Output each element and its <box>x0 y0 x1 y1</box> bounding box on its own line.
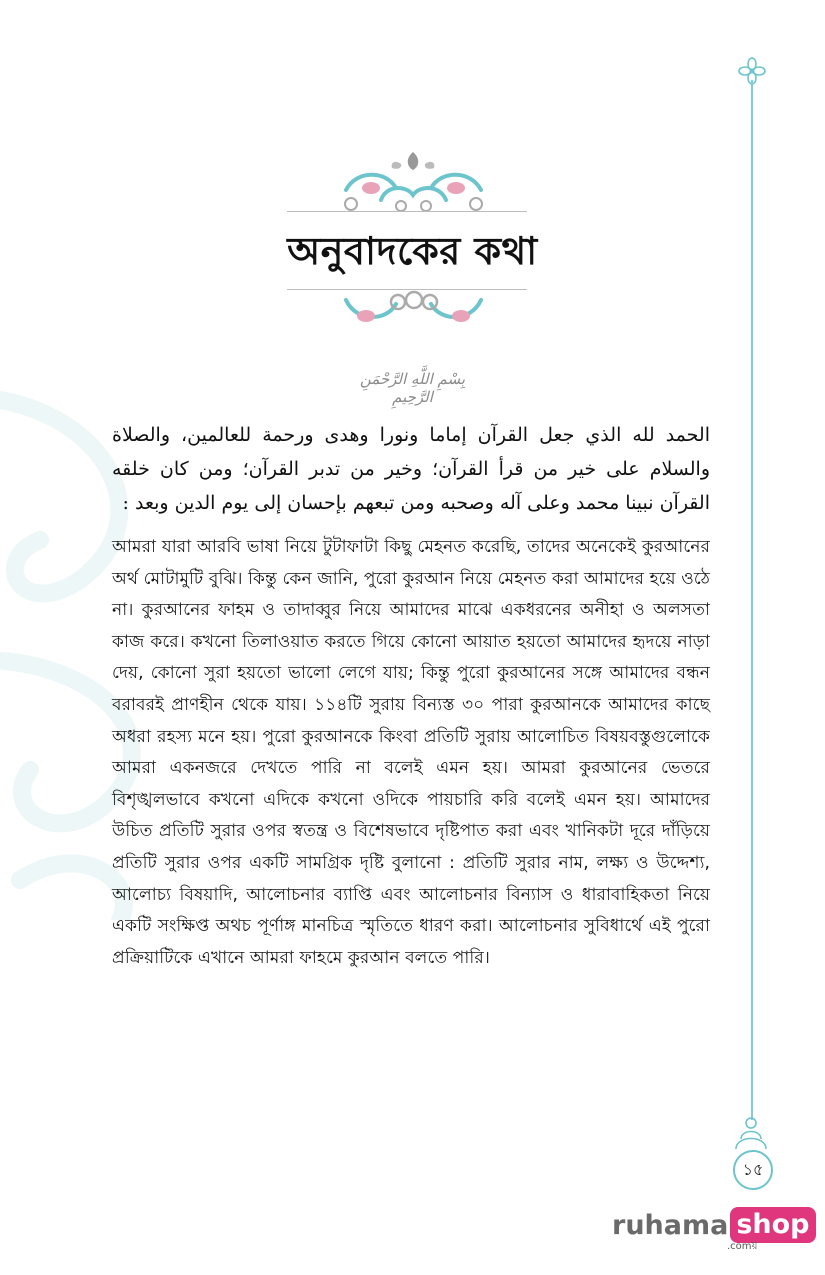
page-number: ১৫ <box>733 1150 773 1190</box>
title-rule-top <box>287 211 527 212</box>
basmala-calligraphy: بِسْمِ اللَّهِ الرَّحْمَنِ الرَّحِيمِ <box>359 370 466 406</box>
watermark-text-shop: shop <box>730 1207 815 1243</box>
watermark-text-domain: .comয় <box>727 1241 758 1252</box>
body-paragraph: আমরা যারা আরবি ভাষা নিয়ে টুটাফাটা কিছু মেহনত করেছি, তাদের অনেকেই কুরআনের অর্থ মোটামুটি বুঝি। কিন্তু কেন জানি, পুরো কুরআন নিয়ে মেহনত করা আমাদের হয়ে ওঠে না। কুরআনের ফাহম ও তাদাব্বুর নিয়ে আমাদের মাঝে একধরনের অনীহা ও অলসতা কাজ করে। কখনো তিলাওয়াত করতে গিয়ে কোনো আয়াত হয়তো আমাদের হৃদয়ে নাড়া দেয়, কোনো সুরা হয়তো ভালো লেগে যায়; কিন্তু পুরো কুরআনের সঙ্গে আমাদের বন্ধন বরাবরই প্রাণহীন থেকে যায়। ১১৪টি সুরায় বিন্যস্ত ৩০ পারা কুরআনকে আমাদের কাছে অধরা রহস্য মনে হয়। পুরো কুরআনকে কিংবা প্রতিটি সুরায় আলোচিত বিষয়বস্তুগুলোকে আমরা একনজরে দেখতে পারি না বলেই এমন হয়। আমরা কুরআনের ভেতরে বিশৃঙ্খলভাবে কখনো এদিকে কখনো ওদিকে পায়চারি করি বলেই এমন হয়। আমাদের উচিত প্রতিটি সুরার ওপর স্বতন্ত্র ও বিশেষভাবে দৃষ্টিপাত করা এবং খানিকটা দূরে দাঁড়িয়ে প্রতিটি সুরার ওপর একটি সামগ্রিক দৃষ্টি বুলানো : প্রতিটি সুরার নাম, লক্ষ্য ও উদ্দেশ্য, আলোচ্য বিষয়াদি, আলোচনার ব্যাপ্তি এবং আলোচনার বিন্যাস ও ধারাবাহিকতা নিয়ে একটি সংক্ষিপ্ত অথচ পূর্ণাঙ্গ মানচিত্র স্মৃতিতে ধারণ করা। আলোচনার সুবিধার্থে এই পুরো প্রক্রিয়াটিকে এখানে আমরা ফাহমে কুরআন বলতে পারি। <box>112 537 710 968</box>
body-text <box>112 532 710 974</box>
arabic-intro <box>112 418 710 520</box>
header-top-ornament-icon <box>326 140 501 215</box>
right-border-line <box>751 80 753 1120</box>
arabic-intro-text: الحمد لله الذي جعل القرآن إماما ونورا وهدى ورحمة للعالمين، والصلاة والسلام على خير من قرأ القرآن؛ وخير من تدبر القرآن؛ ومن كان خلقه القرآن نبينا محمد وعلى آله وصحبه ومن تبعهم بإحسان إلى يوم الدين وبعد : <box>112 424 710 514</box>
header-bottom-ornament-icon <box>326 288 501 333</box>
watermark-text-ruhama: ruhama <box>612 1209 729 1241</box>
ruhamashop-watermark <box>612 1205 816 1252</box>
page-title: অনুবাদকের কথা <box>287 229 538 273</box>
